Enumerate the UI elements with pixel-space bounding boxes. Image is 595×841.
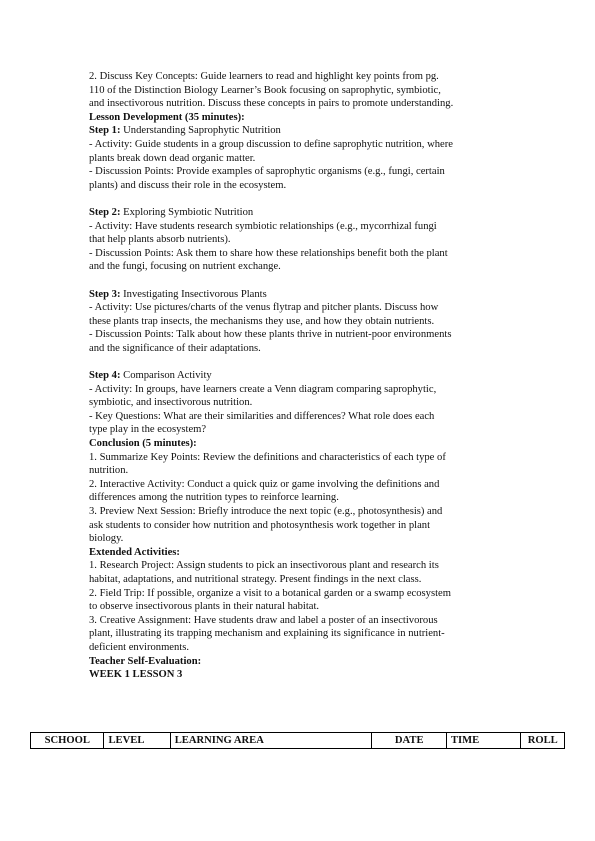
step-3-line: these plants trap insects, the mechanisms they use, and how they obtain nutrients. <box>89 315 435 327</box>
step-1-line: - Activity: Guide students in a group discussion to define saprophytic nutrition, where <box>89 138 453 150</box>
step-title: Exploring Symbiotic Nutrition <box>120 206 254 218</box>
self-evaluation-heading: Teacher Self-Evaluation: <box>89 655 202 667</box>
lesson-info-table <box>30 732 565 749</box>
conclusion-line: 2. Interactive Activity: Conduct a quick quiz or game involving the definitions and <box>89 478 440 490</box>
conclusion-line: biology. <box>89 533 124 545</box>
step-label: Step 1: <box>89 125 121 137</box>
step-4-heading <box>89 369 509 383</box>
header-time: TIME <box>446 733 521 749</box>
step-3-line: and the significance of their adaptations. <box>89 342 261 354</box>
conclusion-line: differences among the nutrition types to reinforce learning. <box>89 492 339 504</box>
extended-line: to observe insectivorous plants in their natural habitat. <box>89 601 320 613</box>
header-date: DATE <box>372 733 447 749</box>
extended-line: 2. Field Trip: If possible, organize a visit to a botanical garden or a swamp ecosystem <box>89 587 451 599</box>
spacer <box>89 274 509 288</box>
conclusion-line: ask students to consider how nutrition and photosynthesis work together in plant <box>89 519 431 531</box>
conclusion-line: nutrition. <box>89 465 129 477</box>
step-1-line: - Discussion Points: Provide examples of saprophytic organisms (e.g., fungi, certain <box>89 166 445 178</box>
extended-heading: Extended Activities: <box>89 546 180 558</box>
step-2-heading <box>89 206 509 220</box>
conclusion-heading: Conclusion (5 minutes): <box>89 438 197 450</box>
spacer <box>89 355 509 369</box>
step-4-line: - Activity: In groups, have learners create a Venn diagram comparing saprophytic, <box>89 383 437 395</box>
step-title: Investigating Insectivorous Plants <box>120 288 267 300</box>
extended-line: deficient environments. <box>89 641 190 653</box>
step-4-line: - Key Questions: What are their similarities and differences? What role does each <box>89 410 435 422</box>
step-1-line: plants) and discuss their role in the ecosystem. <box>89 179 287 191</box>
step-3-heading <box>89 288 509 302</box>
step-4-line: symbiotic, and insectivorous nutrition. <box>89 397 253 409</box>
step-1-line: plants break down dead organic matter. <box>89 152 256 164</box>
intro-line: and insectivorous nutrition. Discuss these concepts in pairs to promote understanding. <box>89 98 454 110</box>
spacer <box>89 192 509 206</box>
step-2-line: - Discussion Points: Ask them to share how these relationships benefit both the plant <box>89 247 448 259</box>
extended-line: 3. Creative Assignment: Have students draw and label a poster of an insectivorous <box>89 614 438 626</box>
step-title: Understanding Saprophytic Nutrition <box>120 125 281 137</box>
intro-line: 110 of the Distinction Biology Learner’s Book focusing on saprophytic, symbiotic, <box>89 84 441 96</box>
header-level: LEVEL <box>104 733 170 749</box>
table-header-row <box>31 733 565 749</box>
step-2-line: and the fungi, focusing on nutrient exchange. <box>89 261 281 273</box>
conclusion-line: 3. Preview Next Session: Briefly introduce the next topic (e.g., photosynthesis) and <box>89 506 443 517</box>
header-school: SCHOOL <box>31 733 104 749</box>
step-2-line: that help plants absorb nutrients). <box>89 234 231 246</box>
conclusion-line: 1. Summarize Key Points: Review the definitions and characteristics of each type of <box>89 451 446 463</box>
header-learning-area: LEARNING AREA <box>170 733 372 749</box>
step-label: Step 3: <box>89 288 121 300</box>
lesson-plan-body <box>89 70 509 682</box>
week-lesson-heading: WEEK 1 LESSON 3 <box>89 669 183 681</box>
step-4-line: type play in the ecosystem? <box>89 424 207 436</box>
extended-line: habitat, adaptations, and nutritional strategy. Present findings in the next class. <box>89 573 422 585</box>
step-3-line: - Discussion Points: Talk about how these plants thrive in nutrient-poor environments <box>89 329 452 341</box>
extended-line: 1. Research Project: Assign students to pick an insectivorous plant and research its <box>89 560 439 572</box>
step-title: Comparison Activity <box>120 370 212 382</box>
intro-line: 2. Discuss Key Concepts: Guide learners to read and highlight key points from pg. <box>89 71 439 82</box>
step-label: Step 2: <box>89 206 121 218</box>
header-roll: ROLL <box>521 733 565 749</box>
extended-line: plant, illustrating its trapping mechanism and explaining its significance in nutrient- <box>89 628 445 640</box>
step-3-line: - Activity: Use pictures/charts of the venus flytrap and pitcher plants. Discuss how <box>89 302 439 314</box>
step-1-heading <box>89 124 509 138</box>
development-heading: Lesson Development (35 minutes): <box>89 111 245 123</box>
step-label: Step 4: <box>89 370 121 382</box>
step-2-line: - Activity: Have students research symbiotic relationships (e.g., mycorrhizal fungi <box>89 220 437 232</box>
